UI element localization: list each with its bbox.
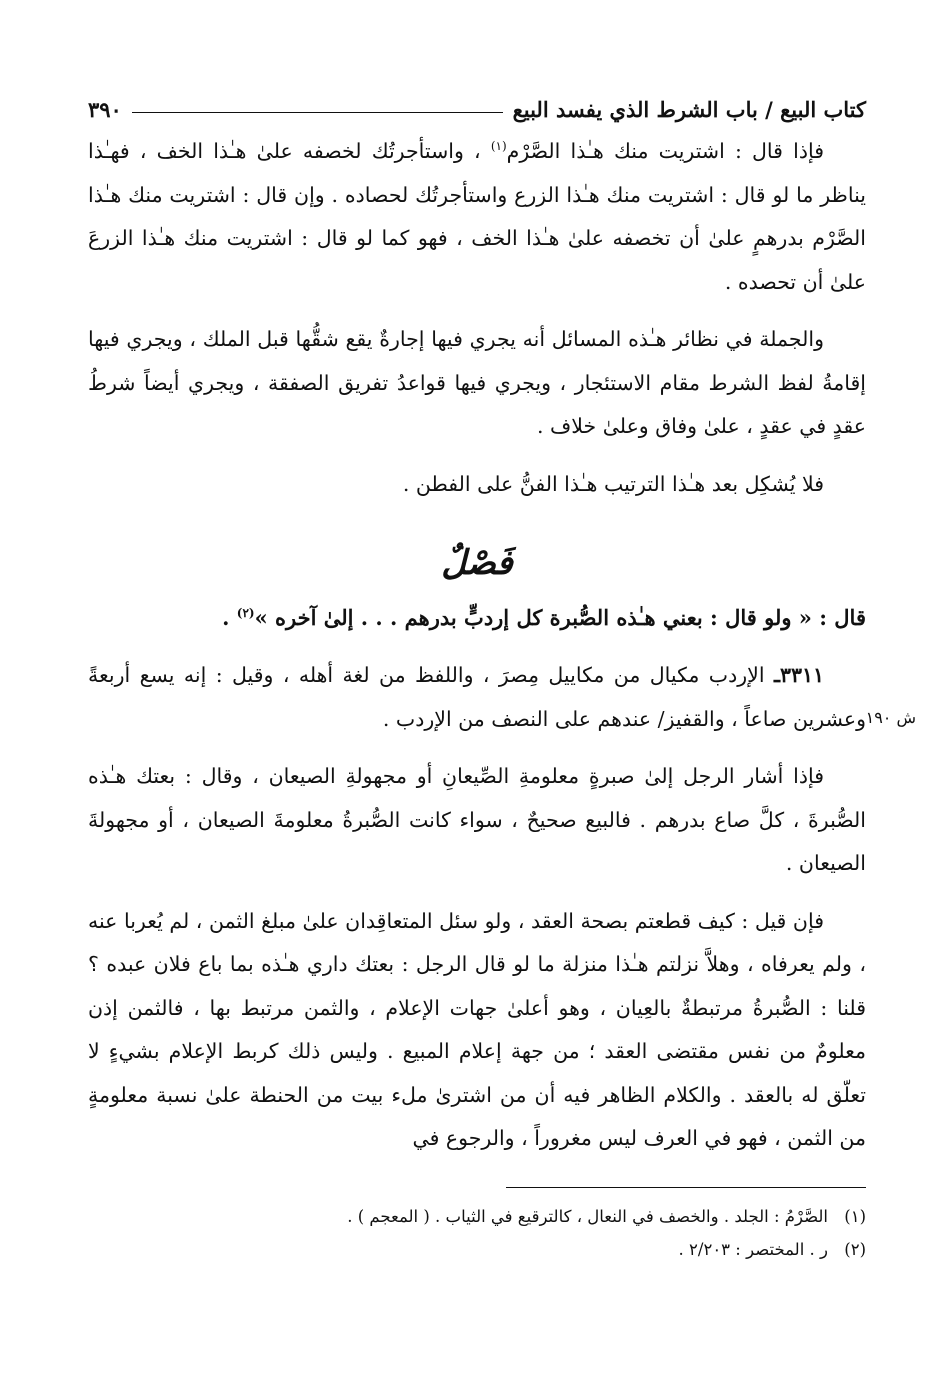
paragraph-5: فإن قيل : كيف قطعتم بصحة العقد ، ولو سئل المتعاقِدان علىٰ مبلغ الثمن ، لم يُعربا عنه ، ولم يعرفاه ، وهلاَّ نزلتم هـٰذا منزلة ما لو قال الرجل : بعتك داري هـٰذه بما باع فلان عبده ؟ قلنا : الصُّبرةُ مرتبطةٌ بالعِيان ، وهو أعلىٰ جهات الإعلام ، والثمن مرتبط بها ، فالثمن إذن معلومٌ من نفس مقتضى العقد ؛ من جهة إعلام المبيع . وليس ذلك كربط الإعلام بشيءٍ لا تعلّق له بالعقد . والكلام الظاهر فيه أن من اشترىٰ ملء بيت من الحنطة علىٰ نسبة معلومةٍ من الثمن ، فهو في العرف ليس مغروراً ، والرجوع في	[88, 908, 866, 1150]
header-title: كتاب البيع / باب الشرط الذي يفسد البيع	[512, 97, 866, 122]
document-page	[88, 84, 916, 1344]
footnote-1-number: (١)	[844, 1206, 866, 1226]
footnote-1	[88, 1200, 866, 1233]
paragraph-2: والجملة في نظائر هـٰذه المسائل أنه يجري فيها إجارةٌ يقع شقُّها قبل الملك ، ويجري فيها إقامةُ لفظ الشرط مقام الاستئجار ، ويجري فيها قواعدُ تفريق الصفقة ، ويجري أيضاً شرطُ عقدٍ في عقدٍ ، علىٰ وفاق وعلىٰ خلاف .	[88, 327, 866, 438]
footnote-2	[88, 1233, 866, 1266]
footnote-2-number: (٢)	[844, 1239, 866, 1259]
footnotes	[88, 1200, 866, 1266]
running-header	[88, 84, 866, 122]
footnote-ref-2[interactable]: (٢)	[236, 606, 255, 620]
quoted-text-line	[88, 596, 866, 640]
quoted-text-tail: .	[222, 605, 237, 630]
paragraph-1	[88, 130, 866, 304]
section-heading: فَصْلٌ	[441, 543, 513, 583]
footnote-separator	[506, 1187, 866, 1188]
issue-paragraph	[88, 654, 916, 741]
paragraph-1-text-b: ، واستأجرتُك لخصفه علىٰ هـٰذا الخف ، فهـٰذا يناظر ما لو قال : اشتريت منك هـٰذا الزرع واستأجرتُك لحصاده . وإن قال : اشتريت منك هـٰذا الصَّرْم بدرهمٍ علىٰ أن تخصفه علىٰ هـٰذا الخف ، فهو كما لو قال : اشتريت منك هـٰذا الزرعَ علىٰ أن تحصده .	[88, 139, 866, 294]
paragraph-3: فلا يُشكِل بعد هـٰذا الترتيب هـٰذا الفنُّ على الفطن .	[402, 471, 824, 496]
issue-text: الإردب مكيال من مكاييل مِصرَ ، واللفظ من لغة أهله ، وقيل : إنه يسع أربعةً وعشرين صاعاً ، والقفيز/ عندهم على النصف من الإردب .	[88, 663, 866, 731]
footnote-1-text: الصَّرْمُ : الجلد . والخصف في النعال ، كالترقيع في الثياب . ( المعجم ) .	[347, 1206, 828, 1226]
quoted-text: قال : « ولو قال : بعني هـٰذه الصُّبرة كل إردبٍّ بدرهم . . . إلىٰ آخره »	[254, 605, 866, 630]
paragraph-4: فإذا أشار الرجل إلىٰ صبرةٍ معلومةِ الصِّيعانِ أو مجهولةِ الصيعان ، وقال : بعتك هـٰذه الصُّبرةَ ، كلَّ صاع بدرهم . فالبيع صحيحٌ ، سواء كانت الصُّبرةُ معلومةَ الصيعان ، أو مجهولةَ الصيعان .	[88, 764, 866, 875]
paragraph-1-text-a: فإذا قال : اشتريت منك هـٰذا الصَّرْم	[506, 139, 824, 163]
issue-number: ٣٣١١ـ	[773, 663, 824, 687]
margin-note: ش ١٩٠	[865, 708, 916, 727]
page-number: ٣٩٠	[88, 97, 122, 122]
footnote-2-text: ر . المختصر : ٢/٢٠٣ .	[678, 1239, 828, 1259]
footnote-ref-1[interactable]: (١)	[490, 139, 507, 154]
header-rule	[132, 112, 503, 113]
